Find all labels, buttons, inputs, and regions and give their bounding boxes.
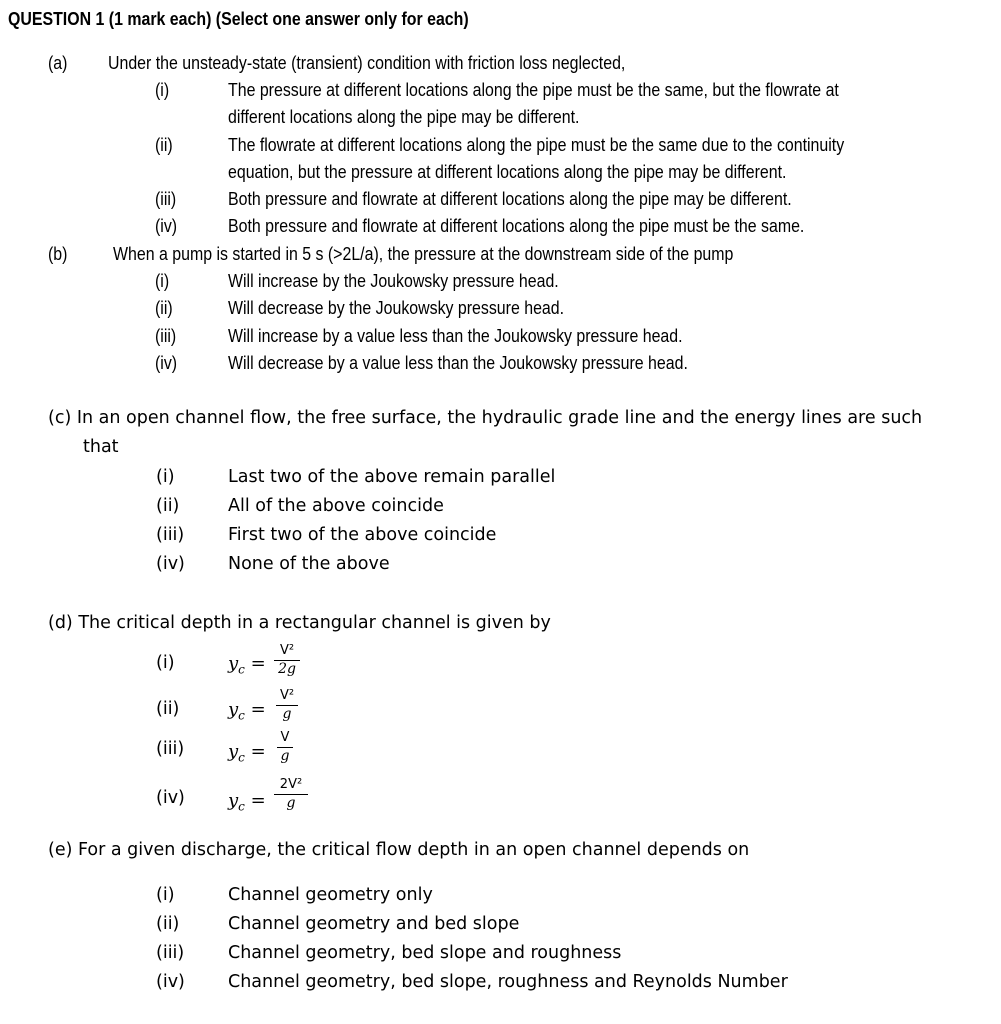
question-title: QUESTION 1 (1 mark each) (Select one answer only for each) [8,8,469,29]
formula-numerator: V² [279,643,295,658]
part-e-option-num: (ii) [156,914,180,934]
formula-fraction [274,778,308,810]
part-d-stem: (d) The critical depth in a rectangular channel is given by [48,613,551,633]
part-e-option-num: (iii) [156,943,185,963]
part-c-option-num: (ii) [156,496,180,516]
part-c-stem: (c) In an open channel flow, the free surface, the hydraulic grade line and the energy lines are such [48,408,923,428]
part-b-option-text: Will increase by a value less than the Joukowsky pressure head. [228,325,683,346]
part-a-option-text: different locations along the pipe may be different. [228,106,580,127]
part-a-option-num: (i) [155,79,170,100]
part-b-option-text: Will decrease by the Joukowsky pressure head. [228,297,565,318]
part-e-option-text: Channel geometry only [228,885,433,905]
part-b-label: (b) [48,243,68,264]
part-c-option-text: Last two of the above remain parallel [228,467,556,487]
part-a-option-text: Both pressure and flowrate at different locations along the pipe may be different. [228,188,792,209]
formula-fraction [274,644,300,676]
formula-numerator: 2V² [279,777,303,792]
formula-numerator: V [280,730,290,745]
part-b-option-num: (iv) [155,352,178,373]
part-a-option-num: (iii) [155,188,177,209]
part-d-option-num: (i) [156,653,175,673]
part-c-option-text: None of the above [228,554,390,574]
part-e-option-num: (i) [156,885,175,905]
part-e-stem: (e) For a given discharge, the critical flow depth in an open channel depends on [48,840,750,860]
part-c-option-num: (iii) [156,525,185,545]
part-e-option-text: Channel geometry and bed slope [228,914,520,934]
part-a-stem: Under the unsteady-state (transient) condition with friction loss neglected, [108,52,626,73]
formula-numerator: V² [279,688,295,703]
part-c-option-num: (i) [156,467,175,487]
part-b-stem: When a pump is started in 5 s (>2L/a), the pressure at the downstream side of the pump [113,243,734,264]
part-b-option-num: (iii) [155,325,177,346]
formula-denominator: g [282,706,292,722]
formula-fraction [276,689,298,721]
part-a-option-text: Both pressure and flowrate at different locations along the pipe must be the same. [228,215,805,236]
critical-depth-symbol: $y_c$ = [228,790,266,814]
part-e-option-text: Channel geometry, bed slope, roughness and Reynolds Number [228,972,788,992]
formula-denominator: g [286,795,296,811]
formula-denominator: 2g [278,661,296,677]
part-b-option-text: Will decrease by a value less than the Joukowsky pressure head. [228,352,688,373]
part-a-option-text: The pressure at different locations along the pipe must be the same, but the flowrate at [228,79,839,100]
part-d-option-num: (iv) [156,788,185,808]
part-b-option-num: (i) [155,270,170,291]
part-d-option-num: (iii) [156,739,185,759]
critical-depth-symbol: $y_c$ = [228,741,266,765]
critical-depth-symbol: $y_c$ = [228,699,266,723]
part-c-option-text: First two of the above coincide [228,525,497,545]
formula-denominator: g [280,748,290,764]
part-c-option-text: All of the above coincide [228,496,444,516]
part-e-option-text: Channel geometry, bed slope and roughness [228,943,622,963]
part-b-option-num: (ii) [155,297,173,318]
part-b-option-text: Will increase by the Joukowsky pressure head. [228,270,559,291]
part-d-option-num: (ii) [156,699,180,719]
part-a-option-num: (ii) [155,134,173,155]
part-a-option-num: (iv) [155,215,178,236]
part-c-stem-continued: that [83,437,119,457]
part-a-option-text: equation, but the pressure at different locations along the pipe may be different. [228,161,787,182]
part-a-option-text: The flowrate at different locations along the pipe must be the same due to the continuity [228,134,845,155]
part-e-option-num: (iv) [156,972,185,992]
part-a-label: (a) [48,52,68,73]
formula-fraction [277,731,293,763]
part-c-option-num: (iv) [156,554,185,574]
critical-depth-symbol: $y_c$ = [228,653,266,677]
